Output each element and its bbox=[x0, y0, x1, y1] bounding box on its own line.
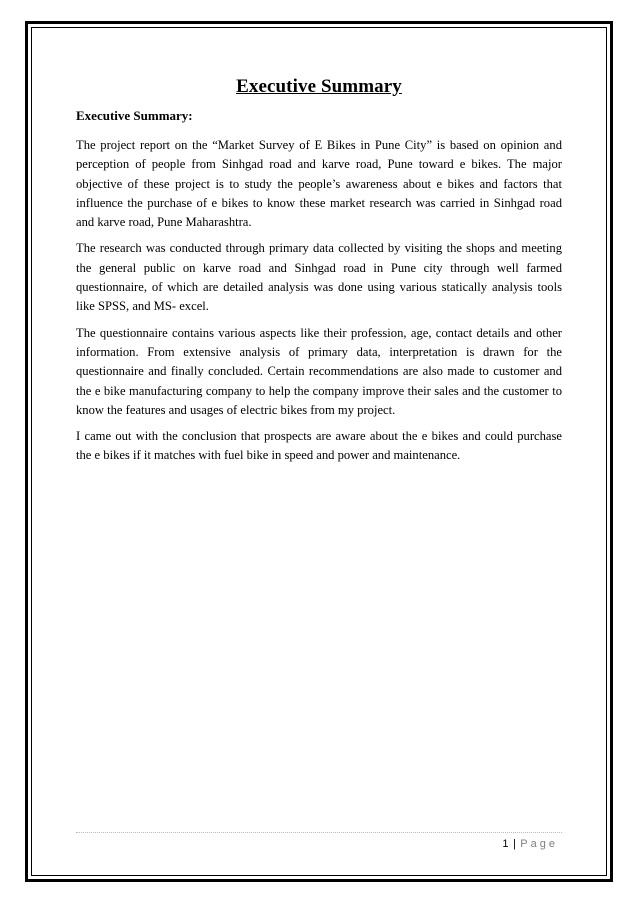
paragraph-2: The research was conducted through primary data collected by visiting the shops and meeting the general public on karve road and Sinhgad road in Pune city through well farmed questionnaire, of which are detailed analysis was done using various statically analysis tools like SPSS, and MS- excel. bbox=[76, 241, 562, 314]
document-title: Executive Summary bbox=[236, 76, 402, 97]
footer-divider bbox=[76, 832, 562, 833]
paragraph-4: I came out with the conclusion that prospects are aware about the e bikes and could purchase the e bikes if it matches with fuel bike in speed and power and maintenance. bbox=[76, 429, 562, 463]
page-label: Page bbox=[520, 838, 558, 850]
page-number: 1 bbox=[502, 838, 510, 850]
document-body bbox=[76, 76, 562, 473]
page-footer bbox=[502, 838, 558, 850]
section-heading: Executive Summary: bbox=[76, 108, 193, 123]
paragraph-1: The project report on the “Market Survey of E Bikes in Pune City” is based on opinion and perception of people from Sinhgad road and karve road, Pune toward e bikes. The major objective of these project is to study the people’s awareness about e bikes and factors that influence the purchase of e bikes to know these market research was carried in Sinhgad road and karve road, Pune Maharashtra. bbox=[76, 138, 562, 230]
paragraph-3: The questionnaire contains various aspects like their profession, age, contact details and other information. From extensive analysis of primary data, interpretation is drawn for the questionnaire and finally concluded. Certain recommendations are also made to customer and the e bike manufacturing company to help the company improve their sales and the customer to know the features and usages of electric bikes from my project. bbox=[76, 325, 562, 417]
footer-separator: | bbox=[512, 838, 518, 850]
